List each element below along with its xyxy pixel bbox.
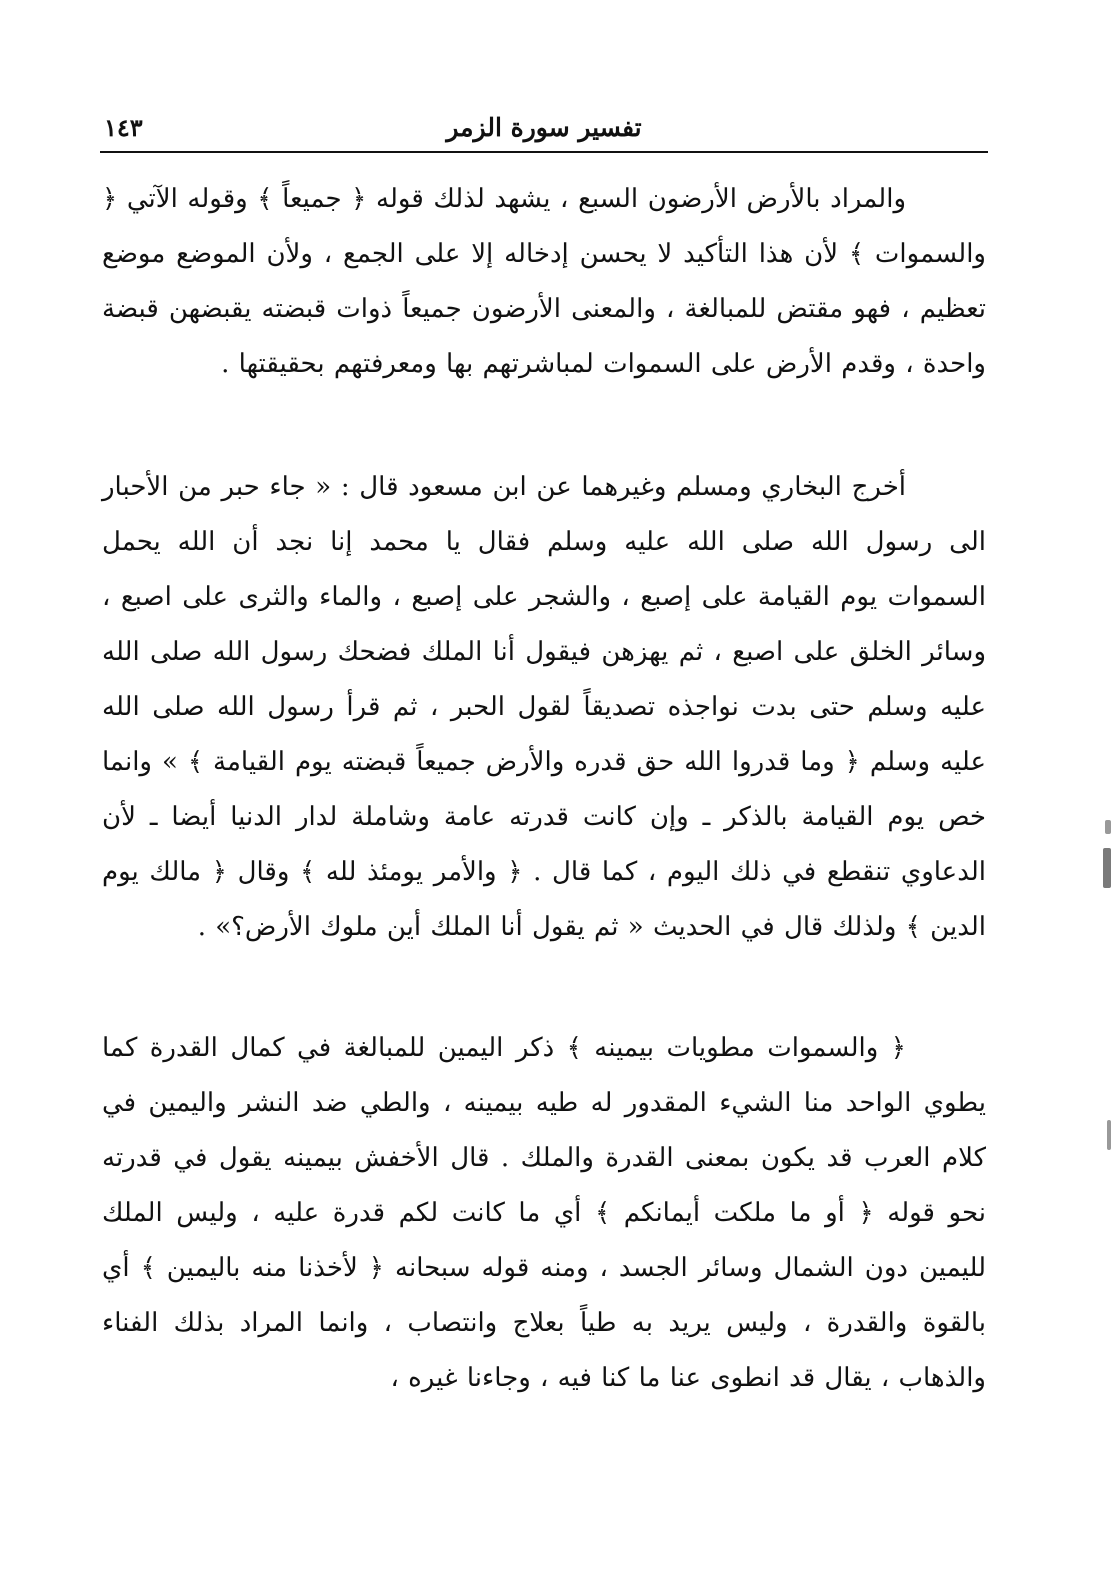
- page-number: ١٤٣: [104, 113, 143, 142]
- paragraph: أخرج البخاري ومسلم وغيرهما عن ابن مسعود قال : « جاء حبر من الأحبار الى رسول الله صلى الله عليه وسلم فقال يا محمد إنا نجد أن الله يحمل السموات يوم القيامة على إصبع ، والشجر على إصبع ، والماء والثرى على اصبع ، وسائر الخلق على اصبع ، ثم يهزهن فيقول أنا الملك فضحك رسول الله صلى الله عليه وسلم حتى بدت نواجذه تصديقاً لقول الحبر ، ثم قرأ رسول الله صلى الله عليه وسلم ﴿ وما قدروا الله حق قدره والأرض جميعاً قبضته يوم القيامة ﴾ » وانما خص يوم القيامة بالذكر ـ وإن كانت قدرته عامة وشاملة لدار الدنيا أيضا ـ لأن الدعاوي تنقطع في ذلك اليوم ، كما قال . ﴿ والأمر يومئذ لله ﴾ وقال ﴿ مالك يوم الدين ﴾ ولذلك قال في الحديث « ثم يقول أنا الملك أين ملوك الأرض؟» .: [102, 472, 986, 942]
- paragraph: والمراد بالأرض الأرضون السبع ، يشهد لذلك قوله ﴿ جميعاً ﴾ وقوله الآتي ﴿ والسموات ﴾ لأن هذا التأكيد لا يحسن إدخاله إلا على الجمع ، ولأن الموضع موضع تعظيم ، فهو مقتض للمبالغة ، والمعنى الأرضون جميعاً ذوات قبضته يقبضهن قبضة واحدة ، وقدم الأرض على السموات لمباشرتهم بها ومعرفتهم بحقيقتها .: [102, 184, 986, 379]
- scan-speck: [1105, 820, 1111, 834]
- scan-speck: [1107, 1120, 1111, 1150]
- scan-edge-specks: [1099, 800, 1113, 1220]
- scan-speck: [1103, 848, 1111, 888]
- chapter-title: تفسير سورة الزمر: [446, 113, 642, 142]
- running-header: [100, 108, 988, 148]
- body-text: [102, 172, 986, 1406]
- paragraph: ﴿ والسموات مطويات بيمينه ﴾ ذكر اليمين للمبالغة في كمال القدرة كما يطوي الواحد منا الشيء المقدور له طيه بيمينه ، والطي ضد النشر واليمين في كلام العرب قد يكون بمعنى القدرة والملك . قال الأخفش بيمينه يقول في قدرته نحو قوله ﴿ أو ما ملكت أيمانكم ﴾ أي ما كانت لكم قدرة عليه ، وليس الملك لليمين دون الشمال وسائر الجسد ، ومنه قوله سبحانه ﴿ لأخذنا منه باليمين ﴾ أي بالقوة والقدرة ، وليس يريد به طياً بعلاج وانتصاب ، وانما المراد بذلك الفناء والذهاب ، يقال قد انطوى عنا ما كنا فيه ، وجاءنا غيره ،: [102, 1033, 986, 1393]
- header-rule: [100, 151, 988, 153]
